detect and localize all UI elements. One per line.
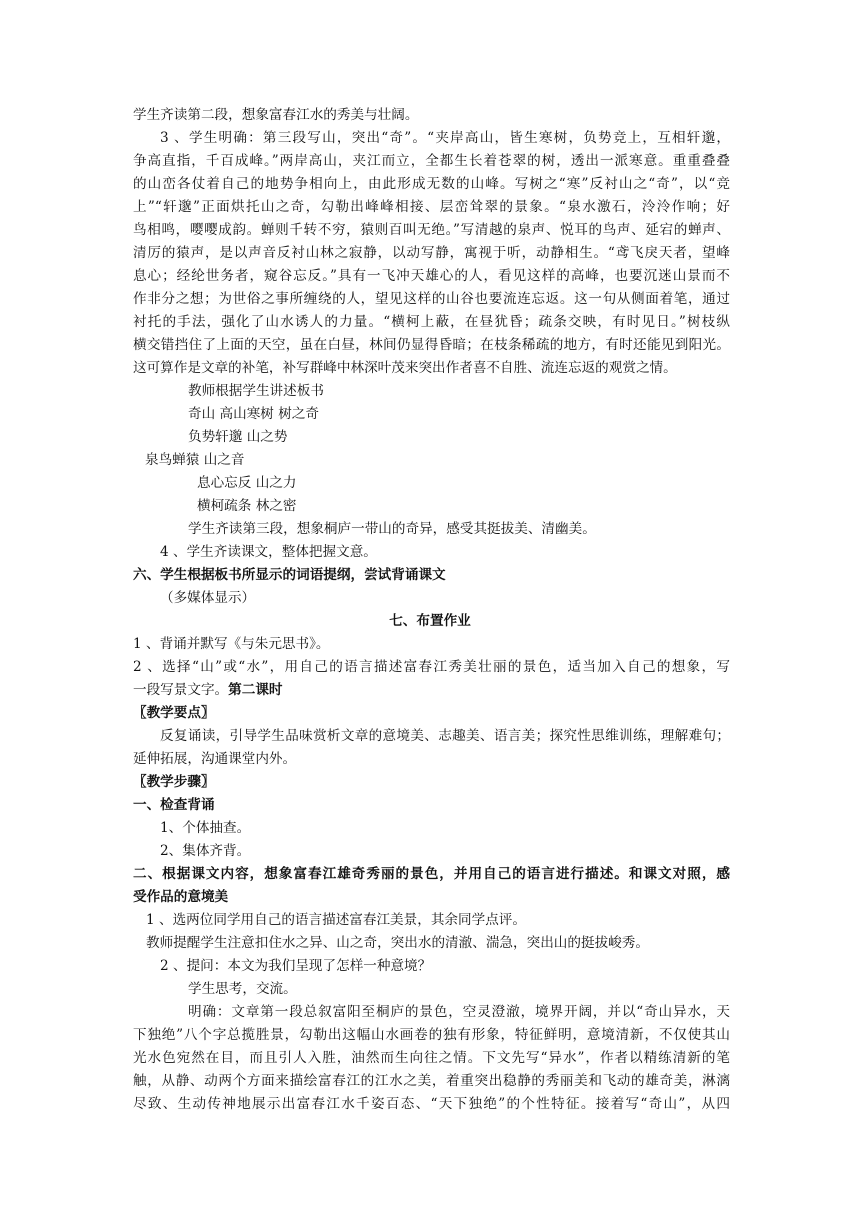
text-line: 明确：文章第一段总叙富阳至桐庐的景色，空灵澄澈，境界开阔，并以“奇山异水，天 bbox=[188, 1004, 730, 1020]
text-line: 学生思考，交流。 bbox=[188, 981, 297, 997]
text-line: 学生齐读第三段，想象桐庐一带山的奇异，感受其挺拔美、清幽美。 bbox=[188, 521, 596, 537]
text-line: 1 、背诵并默写《与朱元思书》。 bbox=[133, 636, 330, 652]
text-line: 作非分之想；为世俗之事所缠绕的人，望见这样的山谷也要流连忘返。这一句从侧面着笔，通过 bbox=[133, 291, 730, 307]
text-line: 这可算作是文章的补笔，补写群峰中林深叶茂来突出作者喜不自胜、流连忘返的观赏之情。 bbox=[133, 360, 677, 376]
text-line: 4 、学生齐读课文，整体把握文意。 bbox=[160, 544, 377, 560]
text-line: 1 、选两位同学用自己的语言描述富春江美景，其余同学点评。 bbox=[146, 912, 526, 928]
text-line: 衬托的手法，强化了山水诱人的力量。“横柯上蔽，在昼犹昏；疏条交映，有时见日。”树枝纵 bbox=[133, 314, 730, 330]
text-line: 1、个体抽查。 bbox=[160, 820, 251, 836]
text-line: 的山峦各仗着自己的地势争相向上，由此形成无数的山峰。写树之“寒”反衬山之“奇”，以“竞 bbox=[133, 176, 730, 192]
section-heading: 受作品的意境美 bbox=[133, 889, 229, 905]
text-line: 学生齐读第二段，想象富春江水的秀美与壮阔。 bbox=[133, 107, 419, 123]
text-line bbox=[133, 679, 283, 701]
section-heading: 〖教学步骤〗 bbox=[133, 774, 215, 790]
board-line: 息心忘反 山之力 bbox=[197, 475, 297, 491]
lesson-heading: 第二课时 bbox=[228, 682, 283, 698]
text-line: 2 、选择“山”或“水”，用自己的语言描述富春江秀美壮丽的景色，适当加入自己的想象，写 bbox=[133, 659, 730, 675]
text-line: 尽致、生动传神地展示出富春江水千姿百态、“天下独绝”的个性特征。接着写“奇山”，从四 bbox=[133, 1096, 730, 1112]
text-line: （多媒体显示） bbox=[160, 590, 256, 606]
section-heading: 二、根据课文内容，想象富春江雄奇秀丽的景色，并用自己的语言进行描述。和课文对照，感 bbox=[133, 866, 730, 882]
text-line: 2、集体齐背。 bbox=[160, 843, 251, 859]
text-line: 息心；经纶世务者，窥谷忘反。”具有一飞冲天雄心的人，看见这样的高峰，也要沉迷山景而不 bbox=[133, 268, 730, 284]
section-heading: 六、学生根据板书所显示的词语提纲，尝试背诵课文 bbox=[133, 567, 446, 583]
section-heading: 〖教学要点〗 bbox=[133, 705, 215, 721]
text-line: 延伸拓展，沟通课堂内外。 bbox=[133, 751, 297, 767]
text-line: 横交错挡住了上面的天空，虽在白昼，林间仍显得昏暗；在枝条稀疏的地方，有时还能见到阳光。 bbox=[133, 337, 730, 353]
board-line: 横柯疏条 林之密 bbox=[197, 498, 297, 514]
text-line: 上”“轩邈”正面烘托山之奇，勾勒出峰峰相接、层峦耸翠的景象。“泉水激石，泠泠作响；好 bbox=[133, 199, 730, 215]
text-line: 光水色宛然在目，而且引人入胜，油然而生向往之情。下文先写“异水”，作者以精练清新的笔 bbox=[133, 1050, 730, 1066]
text-line: 反复诵读，引导学生品味赏析文章的意境美、志趣美、语言美；探究性思维训练，理解难句； bbox=[160, 728, 730, 744]
text-line: 清厉的猿声，是以声音反衬山林之寂静，以动写静，寓视于听，动静相生。“鸢飞戾天者，望峰 bbox=[133, 245, 730, 261]
text-line: 2 、提问：本文为我们呈现了怎样一种意境？ bbox=[160, 958, 432, 974]
section-heading: 一、检查背诵 bbox=[133, 797, 215, 813]
text-span: 一段写景文字。 bbox=[133, 682, 229, 698]
text-line: 触，从静、动两个方面来描绘富春江的江水之美，着重突出稳静的秀丽美和飞动的雄奇美，淋漓 bbox=[133, 1073, 730, 1089]
board-line: 泉鸟蝉猿 山之音 bbox=[145, 452, 245, 468]
board-line: 负势轩邈 山之势 bbox=[188, 429, 288, 445]
text-line: 下独绝”八个字总揽胜景，勾勒出这幅山水画卷的独有形象，特征鲜明，意境清新，不仅使其山 bbox=[133, 1027, 730, 1043]
text-line: 教师提醒学生注意扣住水之异、山之奇，突出水的清澈、湍急，突出山的挺拔峻秀。 bbox=[146, 935, 649, 951]
section-heading: 七、布置作业 bbox=[389, 613, 471, 629]
text-line: 3 、学生明确：第三段写山，突出“奇”。“夹岸高山，皆生寒树，负势竞上，互相轩邈， bbox=[160, 130, 730, 146]
text-line: 争高直指，千百成峰。”两岸高山，夹江而立，全都生长着苍翠的树，透出一派寒意。重重叠叠 bbox=[133, 153, 730, 169]
board-heading: 教师根据学生讲述板书 bbox=[188, 383, 324, 399]
text-line: 鸟相鸣，嘤嘤成韵。蝉则千转不穷，猿则百叫无绝。”写清越的泉声、悦耳的鸟声、延宕的蝉声、 bbox=[133, 222, 730, 238]
board-line: 奇山 高山寒树 树之奇 bbox=[188, 406, 319, 422]
